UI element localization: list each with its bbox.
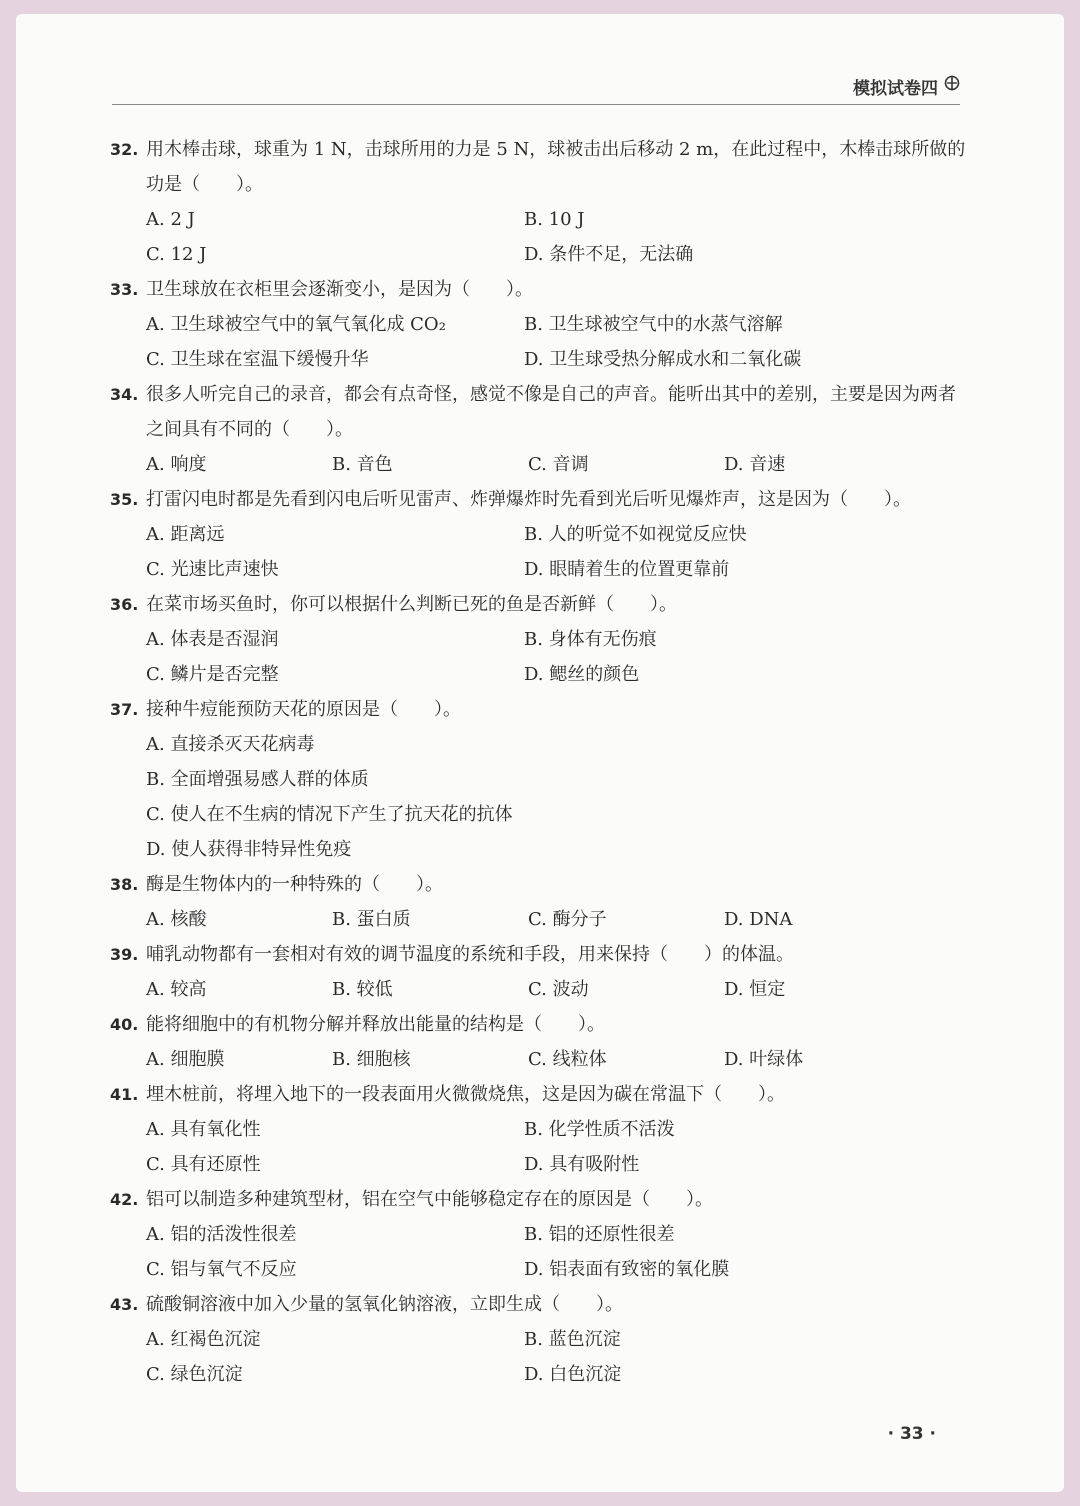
option-c: C. 波动 <box>528 979 589 1000</box>
option-d: D. 恒定 <box>724 979 786 1000</box>
option-b: B. 10 J <box>524 209 585 230</box>
option-a: A. 具有氧化性 <box>146 1119 261 1140</box>
question-38 <box>110 867 970 937</box>
option-a: A. 直接杀灭天花病毒 <box>146 734 315 755</box>
question-list <box>110 132 970 1392</box>
question-32 <box>110 132 970 272</box>
question-stem: 能将细胞中的有机物分解并释放出能量的结构是（ ）。 <box>146 1014 605 1035</box>
option-d: D. 具有吸附性 <box>524 1154 640 1175</box>
page-header-title: 模拟试卷四 <box>853 79 938 99</box>
question-stem: 埋木桩前，将埋入地下的一段表面用火微微烧焦，这是因为碳在常温下（ ）。 <box>146 1084 785 1105</box>
option-b: B. 全面增强易感人群的体质 <box>146 769 369 790</box>
option-d: D. 白色沉淀 <box>524 1364 622 1385</box>
option-a: A. 2 J <box>146 209 195 230</box>
question-37 <box>110 692 970 867</box>
option-b: B. 较低 <box>332 979 393 1000</box>
option-d: D. 音速 <box>724 454 786 475</box>
option-d: D. 眼睛着生的位置更靠前 <box>524 559 730 580</box>
option-a: A. 红褐色沉淀 <box>146 1329 261 1350</box>
option-a: A. 响度 <box>146 454 207 475</box>
question-41 <box>110 1077 970 1182</box>
option-d: D. 鳃丝的颜色 <box>524 664 640 685</box>
option-b: B. 人的听觉不如视觉反应快 <box>524 524 747 545</box>
question-number: 33. <box>110 280 139 299</box>
option-b: B. 音色 <box>332 454 393 475</box>
option-d: D. 使人获得非特异性免疫 <box>146 839 352 860</box>
question-33 <box>110 272 970 377</box>
question-stem: 接种牛痘能预防天花的原因是（ ）。 <box>146 699 461 720</box>
question-stem: 很多人听完自己的录音，都会有点奇怪，感觉不像是自己的声音。能听出其中的差别，主要是因为两者之间具有不同的（ ）。 <box>146 384 956 440</box>
option-a: A. 卫生球被空气中的氧气氧化成 CO₂ <box>146 314 446 335</box>
question-number: 40. <box>110 1015 139 1034</box>
question-number: 34. <box>110 385 139 404</box>
option-c: C. 光速比声速快 <box>146 559 279 580</box>
option-d: D. 叶绿体 <box>724 1049 804 1070</box>
option-a: A. 细胞膜 <box>146 1049 225 1070</box>
option-c: C. 使人在不生病的情况下产生了抗天花的抗体 <box>146 804 513 825</box>
option-c: C. 绿色沉淀 <box>146 1364 243 1385</box>
option-b: B. 铝的还原性很差 <box>524 1224 675 1245</box>
question-number: 35. <box>110 490 139 509</box>
question-stem: 酶是生物体内的一种特殊的（ ）。 <box>146 874 443 895</box>
question-number: 38. <box>110 875 139 894</box>
question-40 <box>110 1007 970 1077</box>
option-a: A. 铝的活泼性很差 <box>146 1224 297 1245</box>
option-b: B. 蛋白质 <box>332 909 411 930</box>
option-c: C. 酶分子 <box>528 909 607 930</box>
question-stem: 在菜市场买鱼时，你可以根据什么判断已死的鱼是否新鲜（ ）。 <box>146 594 677 615</box>
question-stem: 硫酸铜溶液中加入少量的氢氧化钠溶液，立即生成（ ）。 <box>146 1294 623 1315</box>
question-stem: 哺乳动物都有一套相对有效的调节温度的系统和手段，用来保持（ ）的体温。 <box>146 944 794 965</box>
option-c: C. 线粒体 <box>528 1049 607 1070</box>
question-35 <box>110 482 970 587</box>
question-stem: 卫生球放在衣柜里会逐渐变小，是因为（ ）。 <box>146 279 533 300</box>
option-d: D. 条件不足，无法确 <box>524 244 694 265</box>
question-number: 41. <box>110 1085 139 1104</box>
question-stem: 打雷闪电时都是先看到闪电后听见雷声、炸弹爆炸时先看到光后听见爆炸声，这是因为（ ）。 <box>146 489 911 510</box>
option-b: B. 细胞核 <box>332 1049 411 1070</box>
option-a: A. 体表是否湿润 <box>146 629 279 650</box>
question-number: 32. <box>110 140 139 159</box>
option-d: D. 卫生球受热分解成水和二氧化碳 <box>524 349 802 370</box>
question-number: 42. <box>110 1190 139 1209</box>
option-c: C. 具有还原性 <box>146 1154 261 1175</box>
option-b: B. 卫生球被空气中的水蒸气溶解 <box>524 314 783 335</box>
question-34 <box>110 377 970 482</box>
option-a: A. 距离远 <box>146 524 225 545</box>
option-a: A. 较高 <box>146 979 207 1000</box>
exam-page <box>16 14 1064 1492</box>
question-43 <box>110 1287 970 1392</box>
question-number: 43. <box>110 1295 139 1314</box>
header-emblem-icon <box>944 75 960 91</box>
question-42 <box>110 1182 970 1287</box>
option-c: C. 12 J <box>146 244 207 265</box>
option-a: A. 核酸 <box>146 909 207 930</box>
option-d: D. 铝表面有致密的氧化膜 <box>524 1259 730 1280</box>
option-b: B. 身体有无伤痕 <box>524 629 657 650</box>
page-number: · 33 · <box>887 1424 936 1444</box>
question-stem: 用木棒击球，球重为 1 N，击球所用的力是 5 N，球被击出后移动 2 m，在此过程中，木棒击球所做的功是（ ）。 <box>146 139 966 195</box>
option-b: B. 化学性质不活泼 <box>524 1119 675 1140</box>
question-36 <box>110 587 970 692</box>
option-c: C. 鳞片是否完整 <box>146 664 279 685</box>
question-39 <box>110 937 970 1007</box>
page-header <box>112 70 960 105</box>
option-c: C. 卫生球在室温下缓慢升华 <box>146 349 369 370</box>
question-number: 37. <box>110 700 139 719</box>
question-stem: 铝可以制造多种建筑型材，铝在空气中能够稳定存在的原因是（ ）。 <box>146 1189 713 1210</box>
option-c: C. 铝与氧气不反应 <box>146 1259 297 1280</box>
question-number: 39. <box>110 945 139 964</box>
option-b: B. 蓝色沉淀 <box>524 1329 621 1350</box>
question-number: 36. <box>110 595 139 614</box>
option-d: D. DNA <box>724 909 793 930</box>
option-c: C. 音调 <box>528 454 589 475</box>
